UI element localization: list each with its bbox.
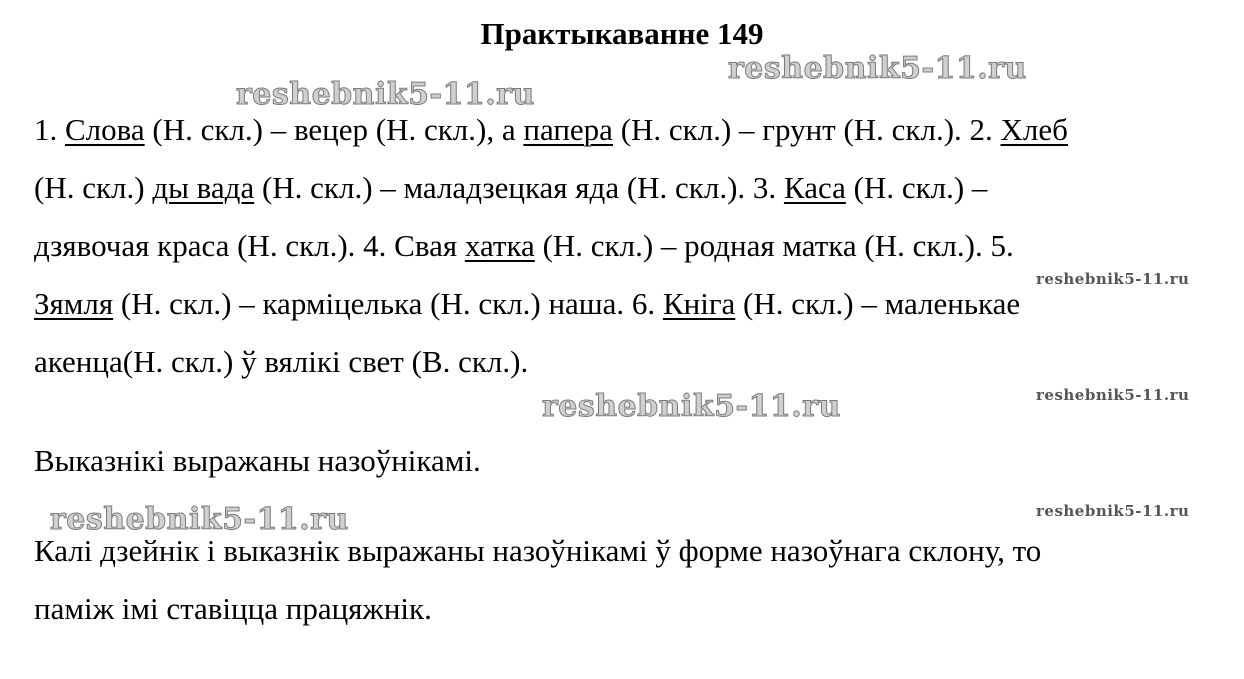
text: акенца(Н. скл.) ў вялікі свет (В. скл.). — [34, 344, 529, 379]
watermark: reshebnik5-11.ru — [1036, 502, 1190, 520]
predicate-note — [34, 432, 1214, 490]
underlined-subject: ды вада — [152, 170, 255, 205]
text: (Н. скл.) – грунт (Н. скл.). 2. — [612, 112, 1001, 147]
underlined-subject: Каса — [783, 170, 846, 205]
watermark: reshebnik5-11.ru — [50, 502, 349, 537]
text: (Н. скл.) – маленькае — [735, 286, 1021, 321]
watermark: reshebnik5-11.ru — [1036, 270, 1190, 288]
underlined-subject: Кніга — [662, 286, 736, 321]
exercise-line — [34, 159, 1214, 217]
watermark: reshebnik5-11.ru — [542, 389, 841, 424]
watermark: reshebnik5-11.ru — [1036, 386, 1190, 404]
exercise-line — [34, 101, 1214, 159]
page-title: Практыкаванне 149 — [480, 16, 764, 51]
text: Калі дзейнік і выказнік выражаны назоўнікамі ў форме назоўнага склону, то — [34, 533, 1042, 568]
text: (Н. скл.) – вецер (Н. скл.), а — [144, 112, 524, 147]
text: Выказнікі выражаны назоўнікамі. — [34, 443, 481, 478]
exercise-answer — [34, 101, 1214, 391]
text: (Н. скл.) – — [845, 170, 988, 205]
watermark: reshebnik5-11.ru — [236, 77, 535, 112]
text: (Н. скл.) – карміцелька (Н. скл.) наша. 6. — [113, 286, 663, 321]
text: дзявочая краса (Н. скл.). 4. Свая — [34, 228, 465, 263]
text: 1. — [34, 112, 65, 147]
underlined-subject: Слова — [65, 112, 145, 147]
text: (Н. скл.) – родная матка (Н. скл.). 5. — [534, 228, 1014, 263]
rule-text — [34, 522, 1214, 638]
text: паміж імі ставіцца працяжнік. — [34, 591, 432, 626]
text: (Н. скл.) – маладзецкая яда (Н. скл.). 3. — [254, 170, 784, 205]
underlined-subject: хатка — [464, 228, 535, 263]
watermark: reshebnik5-11.ru — [728, 51, 1027, 86]
exercise-line — [34, 275, 1214, 333]
text: (Н. скл.) — [34, 170, 153, 205]
exercise-line — [34, 333, 1214, 391]
underlined-subject: Зямля — [34, 286, 114, 321]
underlined-subject: папера — [523, 112, 613, 147]
underlined-subject: Хлеб — [1000, 112, 1068, 147]
exercise-line — [34, 217, 1214, 275]
